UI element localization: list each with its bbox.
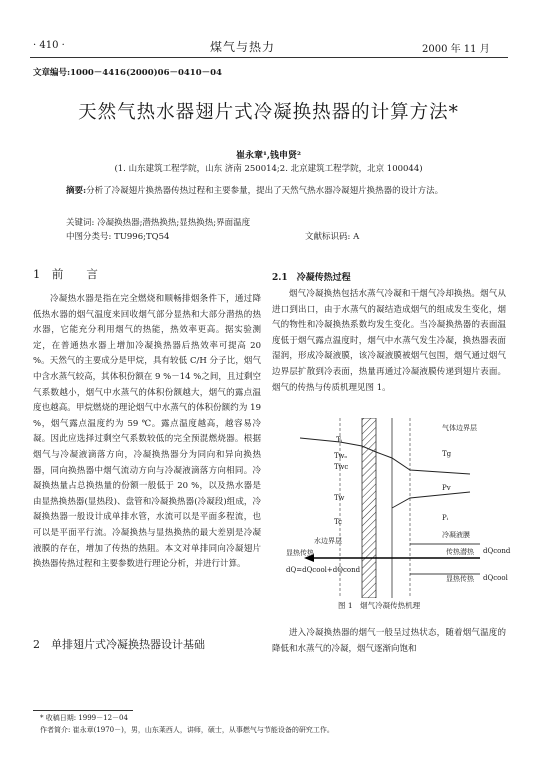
label-pv: Pv xyxy=(442,484,451,492)
section1-body: 冷凝热水器是指在完全燃烧和顺畅排烟条件下，通过降低热水器的烟气温度来回收烟气部分显热和大部分潜热的热水器，它能充分利用烟气的热能，热效率更高。据实验测定，在普通热水器上增加冷凝换热器后热效率可提高 20 %。天然气的主要成分是甲烷，具有较低 C/H 分子比，烟气中含水蒸气较高，其体积份额在 9 %－14 %之间，且过剩空气系数越小，烟气中水蒸气的体积份额越大，烟气的露点温度也越高。甲烷燃烧的理论烟气中水蒸气的体积份额约为 19 %，烟气露点温度约为 59 ℃。露点温度越高，越容易冷凝。因此应选择过剩空气系数较低的完全预混燃烧器。根据烟气与冷凝液滴落方向，冷凝换热器分为同向和异向换热器，同向换热器中烟气流动方向与冷凝液滴落方向相同。冷凝换热量占总换热量的份额一般低于 20 %，以及热水器是由显热换热器(显热段)、盘管和冷凝换热器(冷凝段)组成，冷凝换热器一般设计成单排水管，水流可以是平面多程流，也可以是平面平行流。冷凝换热与显热换热的最大差别是冷凝液膜的存在，增加了传热的热阻。本文对单排同向冷凝翅片换热器传热过程和主要参数进行理论分析，并进行计算。 xyxy=(33,294,261,570)
label-pi: Pᵢ xyxy=(442,514,449,522)
abstract xyxy=(66,184,486,198)
affiliation: (1. 山东建筑工程学院，山东 济南 250014;2. 北京建筑工程学院，北京 100044) xyxy=(114,164,423,174)
footnote-author: 作者简介: 崔永章(1970－)，男，山东莱西人，讲师，硕士，从事燃气与节能设备的研究工作。 xyxy=(40,726,334,734)
figure-caption: 图 1 烟气冷凝传热机理 xyxy=(338,601,421,610)
label-dqcool: dQcool xyxy=(483,574,508,582)
label-twc: Twc xyxy=(334,463,349,471)
subsection-2-1-body: 烟气冷凝换热包括水蒸气冷凝和干烟气冷却换热。烟气从进口到出口，由于水蒸气的凝结造成烟气的组成发生变化，烟气的物性和冷凝换热系数均发生变化。当冷凝换热器的表面温度低于烟气露点温度时，烟气中水蒸气发生冷凝，换热器表面湿润，形成冷凝液膜，该冷凝液膜被烟气包围，烟气通过烟气边界层扩散到冷表面，热量再通过冷凝液膜传递到翅片表面。烟气的传热与传质机理见图 1。 xyxy=(272,289,506,393)
label-ti: Tᵢ xyxy=(336,436,343,444)
section2-paragraph: 进入冷凝换热器的烟气一般呈过热状态，随着烟气温度的降低和水蒸气的冷凝，烟气逐渐向饱和 xyxy=(272,628,506,654)
page-number: · 410 · xyxy=(33,40,65,51)
label-sensible-2: 显热传热 xyxy=(446,575,474,583)
article-number: 文章编号:1000－4416(2000)06－0410－04 xyxy=(33,68,222,78)
section1-heading: 1 前 言 xyxy=(33,267,98,281)
abstract-text: 分析了冷凝翅片换热器传热过程和主要参量，提出了天然气热水器冷凝翅片换热器的设计方法。 xyxy=(86,186,444,196)
journal-name: 煤气与热力 xyxy=(210,40,276,54)
footnote-rule xyxy=(33,710,133,711)
wall-shape xyxy=(362,418,376,598)
subsection-2-1-heading: 2.1 冷凝传热过程 xyxy=(272,273,351,283)
document-code: 文献标识码: A xyxy=(305,232,360,242)
header-rule xyxy=(30,57,508,58)
label-water-boundary: 水边界层 xyxy=(314,537,342,545)
label-film: 冷凝液膜 xyxy=(442,531,470,539)
label-gas-boundary: 气体边界层 xyxy=(442,424,477,432)
keywords: 关键词: 冷凝换热器;潜热换热;显热换热;界面温度 xyxy=(66,218,251,228)
label-tc: Tc xyxy=(334,518,343,526)
label-latent: 传热潜热 xyxy=(446,548,474,556)
authors: 崔永章¹,钱申贤² xyxy=(235,151,302,161)
label-tg: Tg xyxy=(442,450,452,458)
label-tw: Tw xyxy=(334,494,345,502)
label-two: Twₒ xyxy=(334,452,348,460)
label-qeq: dQ=dQcool+dQcond xyxy=(286,566,361,574)
classification-number: 中图分类号: TU996;TQ54 xyxy=(66,232,170,242)
label-sensible: 显热传热 xyxy=(286,549,314,557)
footnote-received: * 收稿日期: 1999－12－04 xyxy=(40,714,128,722)
abstract-label: 摘要: xyxy=(66,186,87,196)
paper-title: 天然气热水器翅片式冷凝换热器的计算方法* xyxy=(78,102,459,123)
label-dqcond: dQcond xyxy=(483,547,511,555)
vapor-pressure-curve xyxy=(392,492,470,508)
issue-date: 2000 年 11 月 xyxy=(422,44,490,55)
section2-heading: 2 单排翅片式冷凝换热器设计基础 xyxy=(33,638,205,651)
